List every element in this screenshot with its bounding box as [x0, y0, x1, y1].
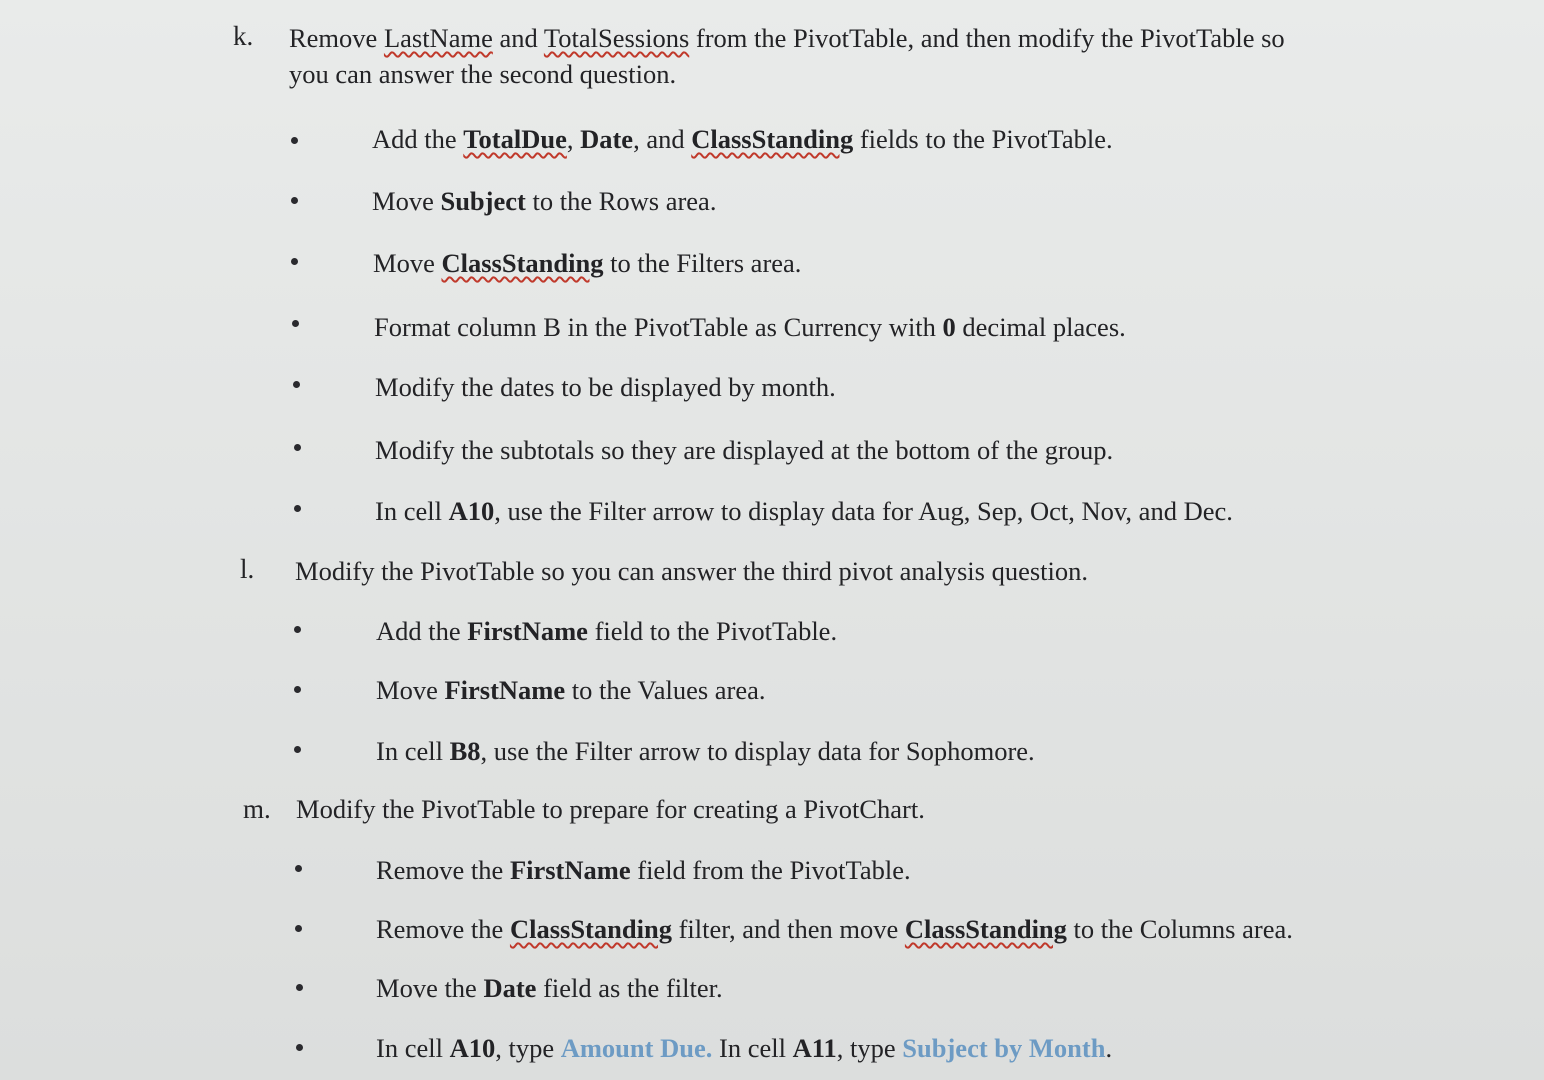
item-marker-m: m. — [243, 794, 271, 824]
text: , and — [633, 124, 692, 154]
text: In cell — [376, 1033, 450, 1063]
text: In cell — [712, 1033, 793, 1063]
typed-value-subject-by-month: Subject by Month — [902, 1033, 1106, 1063]
text: In cell — [375, 496, 449, 526]
text: filter, and then move — [671, 914, 905, 944]
bullet-dot — [294, 444, 301, 451]
field-totaldue: TotalDue — [463, 124, 567, 154]
bullet-dot — [294, 746, 301, 753]
bullet-dot — [293, 381, 300, 388]
text: to the Filters area. — [603, 248, 802, 278]
text: field as the filter. — [536, 973, 723, 1003]
field-date: Date — [483, 973, 537, 1003]
decimal-count: 0 — [942, 312, 956, 342]
text: Add the — [372, 124, 464, 154]
cell-reference: A10 — [448, 496, 495, 526]
typed-value-amount-due: Amount Due. — [560, 1033, 713, 1063]
text: Move — [373, 248, 442, 278]
bullet-dot — [291, 137, 298, 144]
text: Remove the — [376, 855, 510, 885]
field-totalsessions: TotalSessions — [543, 23, 690, 53]
text: to the Columns area. — [1066, 914, 1293, 944]
text: Remove — [289, 23, 384, 53]
text: Move — [376, 675, 445, 705]
text: and — [492, 23, 544, 53]
text: , type — [836, 1033, 903, 1063]
field-subject: Subject — [440, 186, 526, 216]
item-k-bullet-1 — [372, 123, 1113, 155]
bullet-dot — [295, 925, 302, 932]
item-m-bullet-2 — [376, 913, 1293, 945]
text: to the Values area. — [565, 675, 766, 705]
bullet-dot — [295, 865, 302, 872]
cell-reference: A10 — [449, 1033, 496, 1063]
item-k-bullet-2 — [372, 185, 716, 217]
text: from the PivotTable, and then modify the PivotTable so — [689, 23, 1285, 53]
item-l-bullet-1 — [376, 615, 837, 647]
item-marker-k: k. — [233, 21, 254, 51]
bullet-dot — [296, 1044, 303, 1051]
text: Remove the — [376, 914, 510, 944]
item-k-bullet-4 — [374, 311, 1126, 343]
field-lastname: LastName — [383, 23, 493, 53]
item-k-bullet-5 — [375, 371, 836, 403]
bullet-dot — [296, 984, 303, 991]
text: Format column B in the PivotTable as Currency with — [374, 312, 943, 342]
text: In cell — [376, 736, 450, 766]
text: field to the PivotTable. — [587, 616, 838, 646]
item-k-line-1 — [289, 22, 1285, 54]
text: , type — [495, 1033, 561, 1063]
field-firstname: FirstName — [467, 616, 588, 646]
item-m-bullet-3 — [376, 972, 723, 1004]
text: fields to the PivotTable. — [853, 124, 1113, 154]
item-k-line-2: you can answer the second question. — [289, 59, 677, 89]
text: decimal places. — [955, 312, 1126, 342]
text: Move the — [376, 973, 484, 1003]
cell-reference: B8 — [449, 736, 481, 766]
text: , — [566, 124, 581, 154]
field-firstname: FirstName — [509, 855, 631, 885]
field-classstanding: ClassStanding — [904, 914, 1067, 944]
text: field from the PivotTable. — [630, 855, 911, 885]
text: Modify the subtotals so they are displayed at the bottom of the group. — [375, 435, 1114, 465]
item-l-bullet-3 — [376, 735, 1035, 767]
item-m-line-1: Modify the PivotTable to prepare for creating a PivotChart. — [296, 794, 925, 824]
text: , use the Filter arrow to display data for Aug, Sep, Oct, Nov, and Dec. — [494, 496, 1233, 526]
bullet-dot — [291, 258, 298, 265]
item-l-line-1: Modify the PivotTable so you can answer the third pivot analysis question. — [295, 556, 1089, 586]
item-m-bullet-1 — [376, 854, 911, 886]
item-k-bullet-7 — [375, 495, 1233, 527]
bullet-dot — [294, 686, 301, 693]
bullet-dot — [294, 505, 301, 512]
text: Modify the dates to be displayed by month. — [375, 372, 836, 402]
bullet-dot — [291, 197, 298, 204]
item-l-bullet-2 — [376, 674, 766, 706]
field-classstanding: ClassStanding — [441, 248, 604, 278]
text: to the Rows area. — [525, 186, 717, 216]
item-k-bullet-3 — [373, 247, 801, 279]
text: , use the Filter arrow to display data for Sophomore. — [480, 736, 1035, 766]
item-m-bullet-4 — [376, 1032, 1112, 1064]
field-firstname: FirstName — [444, 675, 566, 705]
cell-reference: A11 — [792, 1033, 837, 1063]
field-classstanding: ClassStanding — [509, 914, 672, 944]
field-classstanding: ClassStanding — [691, 124, 854, 154]
text: . — [1105, 1033, 1113, 1063]
item-marker-l: l. — [240, 554, 255, 584]
bullet-dot — [292, 320, 299, 327]
item-k-bullet-6 — [375, 434, 1113, 466]
text: Move — [372, 186, 441, 216]
text: Add the — [376, 616, 468, 646]
field-date: Date — [580, 124, 634, 154]
bullet-dot — [294, 626, 301, 633]
